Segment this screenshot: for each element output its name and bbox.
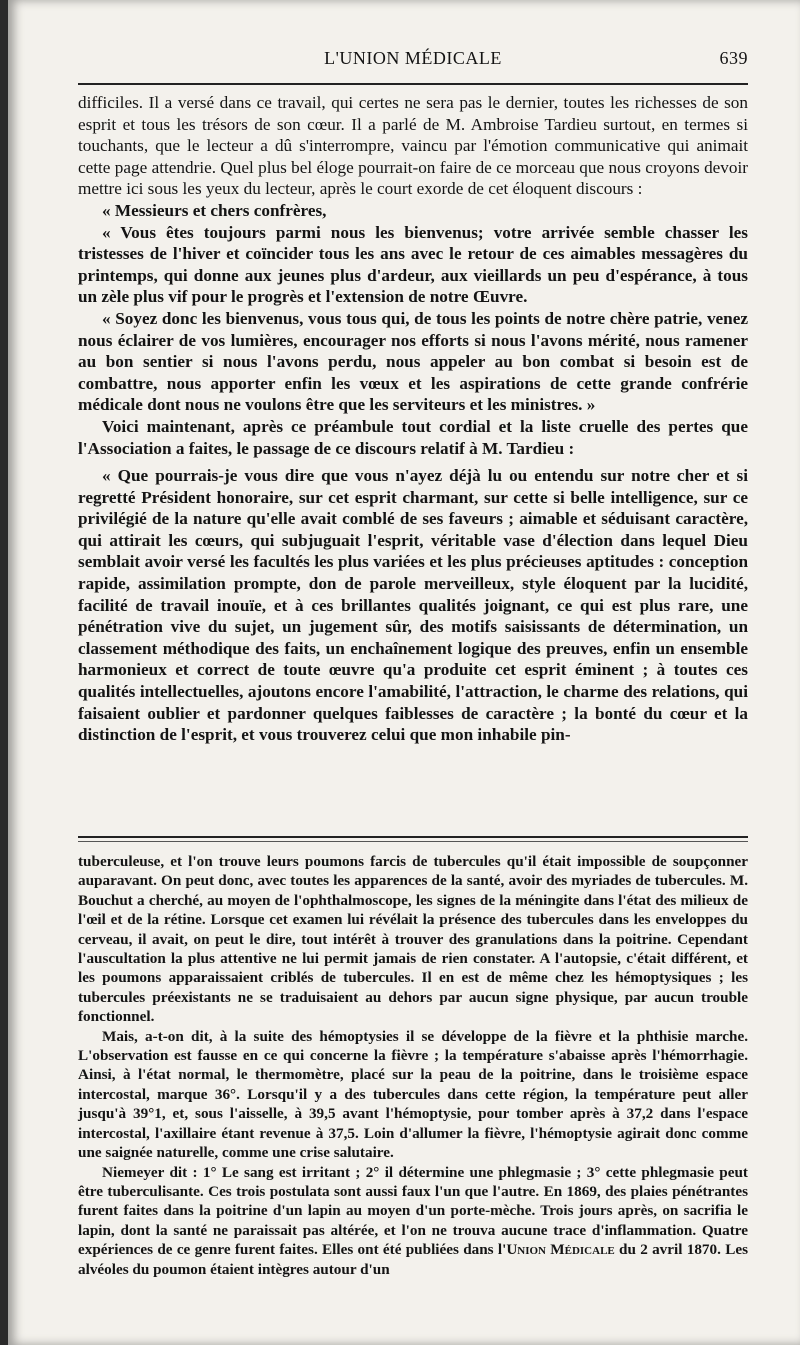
footnotes xyxy=(78,852,748,1279)
footnote-paragraph-2: Mais, a-t-on dit, à la suite des hémoptysies il se développe de la fièvre et la phthisie marche. L'observation est fausse en ce qui concerne la fièvre ; la température s'abaisse après l'hémorrhagie. Ainsi, à l'état normal, le thermomètre, placé sur la peau de la poitrine, dans le troisième espace intercostal, marque 36°. Lorsqu'il y a des tubercules dans cette région, la température peut aller jusqu'à 39°1, et, sous l'aisselle, à 39,5 avant l'hémoptysie, pour tomber après à 37,2 dans l'espace intercostal, l'axillaire étant revenue à 37,5. Loin d'allumer la fièvre, l'hémoptysie agirait donc comme une saignée naturelle, comme une crise salutaire. xyxy=(78,1027,748,1162)
paragraph-tardieu-eloge: « Que pourrais-je vous dire que vous n'ayez déjà lu ou entendu sur notre cher et si regretté Président honoraire, sur cet esprit charmant, sur cette si belle intelligence, sur ce privilégié de la nature qu'elle avait comblé de ses faveurs ; aimable et séduisant caractère, qui attirait les cœurs, qui subjuguait l'esprit, véritable vase d'élection dans lequel Dieu semblait avoir versé les facultés les plus variées et les plus précieuses aptitudes : conception rapide, assimilation prompte, don de parole merveilleux, style éloquent par la lucidité, facilité de travail inouïe, et à ces brillantes qualités joignant, ce qui est plus rare, une pénétration vive du sujet, un jugement sûr, des motifs saisissants de détermination, un classement méthodique des faits, un enchaînement logique des preuves, enfin un ensemble harmonieux et correct de toute œuvre qu'a produite cet esprit éminent ; à toutes ces qualités intellectuelles, ajoutons encore l'amabilité, l'attraction, le charme des relations, qui faisaient oublier et pardonner quelques faiblesses de caractère ; la bonté du cœur et la distinction de l'esprit, et vous trouverez celui que mon inhabile pin- xyxy=(78,466,748,745)
page-number: 639 xyxy=(719,48,748,68)
paragraph-salutation: « Messieurs et chers confrères, xyxy=(102,200,327,220)
paragraph-bienvenus: « Soyez donc les bienvenus, vous tous qui, de tous les points de notre chère patrie, venez nous éclairer de vos lumières, encourager nos efforts si nous l'avons mérité, nous ramener au bon sentier si nous l'avons perdu, nous appeler au bon combat si besoin est de combattre, nous apporter enfin les vœux et les aspirations de cette grande confrérie médicale dont nous ne voulons être que les serviteurs et les ministres. » xyxy=(78,308,748,415)
footnote-paragraph-1: tuberculeuse, et l'on trouve leurs poumons farcis de tubercules qu'il était impossible de soupçonner auparavant. On peut donc, avec toutes les apparences de la santé, avoir des myriades de tubercules. M. Bouchut a cherché, au moyen de l'ophthalmoscope, les signes de la méningite dans l'état des milieux de l'œil et de la rétine. Lorsque cet examen lui révélait la présence des tubercules dans les enveloppes du cerveau, il avait, on peut le dire, tout intérêt à trouver des granulations dans la poitrine. Cependant l'auscultation la plus attentive ne lui permit jamais de rien constater. A l'autopsie, c'était différent, et les poumons apparaissaient criblés de tubercules. Il en est de même chez les hémoptysiques ; les tubercules préexistants ne se traduisaient au dehors par aucun signe physique, par aucun trouble fonctionnel. xyxy=(78,853,748,1026)
main-text xyxy=(78,92,748,746)
footnote-rule-thin xyxy=(78,841,748,842)
running-title: L'UNION MÉDICALE xyxy=(324,48,502,68)
paragraph-welcome: « Vous êtes toujours parmi nous les bienvenus; votre arrivée semble chasser les tristesses de l'hiver et coïncider tous les ans avec le retour de ces aimables messagères du printemps, qui donne aux jeunes plus d'ardeur, aux vieillards un peu d'espérance, à tous un zèle plus vif pour le progrès et l'extension de notre Œuvre. xyxy=(78,222,748,307)
footnote-text: Niemeyer dit : 1° Le sang est irritant ; 2° il détermine une phlegmasie ; 3° cette phlegmasie peut être tuberculisante. Ces trois postulata sont aussi faux l'un que l'autre. En 1869, des plaies pénétrantes furent faites dans la poitrine d'un lapin au moyen d'un porte-mèche. Trois jours après, on sacrifia le lapin, dont la santé ne paraissait pas altérée, et l'on ne trouva aucune trace d'inflammation. Quatre expériences de ce genre furent faites. Elles ont été publiées dans l' xyxy=(78,1163,748,1259)
header-rule xyxy=(78,83,748,85)
page-header xyxy=(78,48,748,74)
paragraph-preambule: Voici maintenant, après ce préambule tout cordial et la liste cruelle des pertes que l'Association a faites, le passage de ce discours relatif à M. Tardieu : xyxy=(78,416,748,458)
journal-title: Union Médicale xyxy=(506,1241,615,1259)
document-page xyxy=(8,0,800,1345)
footnote-rule xyxy=(78,836,748,838)
paragraph-intro: difficiles. Il a versé dans ce travail, qui certes ne sera pas le dernier, toutes les richesses de son esprit et tous les trésors de son cœur. Il a parlé de M. Ambroise Tardieu surtout, en termes si touchants, que le lecteur a dû s'interrompre, vaincu par l'émotion communicative qui animait cette page attendrie. Quel plus bel éloge pourrait-on faire de ce morceau que nous croyons devoir mettre ici sous les yeux du lecteur, après le court exorde de cet éloquent discours : xyxy=(78,93,748,199)
footnote-text-end: du 2 avril 1870. Les alvéoles du poumon étaient intègres autour d'un xyxy=(78,1241,748,1278)
footnote-paragraph-3 xyxy=(78,1163,748,1279)
